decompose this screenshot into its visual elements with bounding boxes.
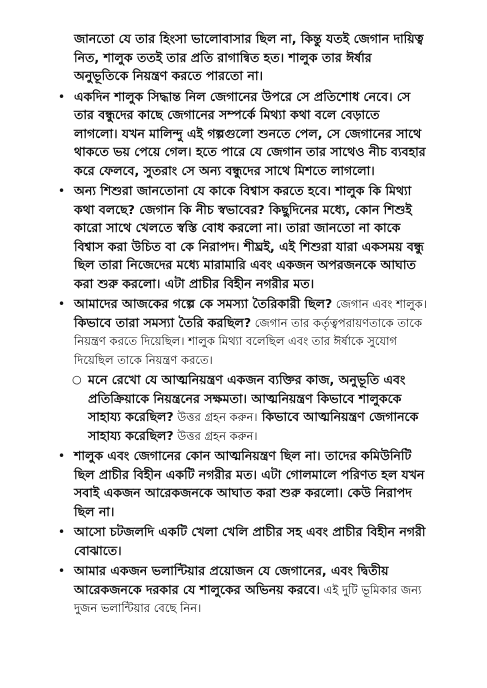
answer-text: এই দুটি ভূমিকার জন্য দুজন ভলান্টিয়ার বেছে নিন।	[74, 582, 422, 615]
bullet-icon: •	[58, 297, 66, 311]
question-text: মনে রেখো যে আত্মনিয়ন্ত্রণ একজন ব্যক্তির কাজ, অনুভূতি এবং প্রতিক্রিয়াকে নিয়ন্ত্রনের সক্ষমতা। আত্মনিয়ন্ত্রণ কিভাবে শালুককে সাহায্য করেছিল?	[88, 372, 406, 424]
question-text: কিভাবে তারা সমস্যা তৈরি করছিল?	[74, 314, 252, 330]
list-item-text: অন্য শিশুরা জানতোনা যে কাকে বিশ্বাস করতে হবে। শালুক কি মিথ্যা কথা বলছে? জেগান কি নীচ স্বভাবের? কিছুদিনের মধ্যে, কোন শিশুই কারো সাথে খেলতে স্বস্তি বোধ করলো না। তারা জানতো না কাকে বিশ্বাস করা উচিত বা কে নিরাপদ। শীঘ্রই, এই শিশুরা যারা একসময় বন্ধু ছিল তারা নিজেদের মধ্যে মারামারি এবং একজন অপরজনকে আঘাত করা শুরু করলো। এটা প্রাচীর বিহীন নগরীর মত।	[74, 183, 424, 291]
answer-text: উত্তর গ্রহন করুন।	[173, 410, 258, 424]
bullet-list	[60, 88, 427, 618]
bullet-icon: •	[58, 525, 66, 539]
bullet-icon: •	[58, 89, 66, 104]
list-item	[60, 447, 427, 521]
question-text: আমার একজন ভলান্টিয়ার প্রয়োজন যে জেগানের, এবং দ্বিতীয় আরেকজনকে দরকার যে শালুকের অভিনয় করবে।	[74, 563, 389, 597]
answer-text: জেগান তার কর্তৃত্বপরায়ণতাকে তাকে নিয়ন্ত্রণ করতে দিয়েছিল। শালুক মিথ্যা বলেছিল এবং তার ঈর্ষাকে সুযোগ দিয়েছিল তাকে নিয়ন্ত্রণ করতে।	[74, 315, 423, 367]
list-item-text: শালুক এবং জেগানের কোন আত্মনিয়ন্ত্রণ ছিল না। তাদের কমিউনিটি ছিল প্রাচীর বিহীন একটি নগরীর মত। এটা গোলমালে পরিণত হল যখন সবাই একজন আরেকজনকে আঘাত করা শুরু করলো। কেউ নিরাপদ ছিল না।	[74, 448, 425, 519]
question-text: কিভাবে আত্মনিয়ন্ত্রণ জেগানকে সাহায্য করেছিল?	[88, 409, 419, 443]
bullet-icon: •	[58, 449, 66, 463]
list-item	[60, 182, 427, 293]
circle-bullet-icon: ○	[72, 373, 82, 386]
continuation-paragraph: জানতো যে তার হিংসা ভালোবাসার ছিল না, কিন্তু যতই জেগান দায়িত্ব নিত, শালুক ততই তার প্রতি রাগান্বিত হত। শালুক তার ঈর্ষার অনুভূতিকে নিয়ন্ত্রণ করতে পারতো না।	[74, 31, 424, 83]
list-item	[60, 295, 427, 445]
bullet-icon: •	[58, 564, 66, 578]
question-text: আমাদের আজকের গল্পে কে সমস্যা তৈরিকারী ছিল?	[74, 296, 333, 311]
list-item	[60, 88, 427, 181]
sub-list	[74, 371, 427, 445]
bullet-icon: •	[58, 184, 66, 198]
list-item	[60, 562, 427, 618]
sub-list-item	[74, 371, 427, 445]
list-item-text: একদিন শালুক সিদ্ধান্ত নিল জেগানের উপরে সে প্রতিশোধ নেবে। সে তার বন্ধুদের কাছে জেগানের সম্পর্কে মিথ্যা কথা বলে বেড়াতে লাগলো। যখন মালিন্দু এই গল্পগুলো শুনতে পেল, সে জেগানের সাথে থাকতে ভয় পেয়ে গেল। হতে পারে যে জেগান তার সাথেও নীচ ব্যবহার করে ফেলবে, সুতরাং সে অন্য বন্ধুদের সাথে মিশতে লাগলো।	[74, 88, 426, 178]
list-item	[60, 523, 427, 560]
answer-text: উত্তর গ্রহন করুন।	[173, 428, 258, 443]
list-item-text: আসো চটজলদি একটি খেলা খেলি প্রাচীর সহ এবং প্রাচীর বিহীন নগরী বোঝাতে।	[74, 524, 426, 558]
answer-text: জেগান এবং শালুক।	[332, 297, 427, 311]
